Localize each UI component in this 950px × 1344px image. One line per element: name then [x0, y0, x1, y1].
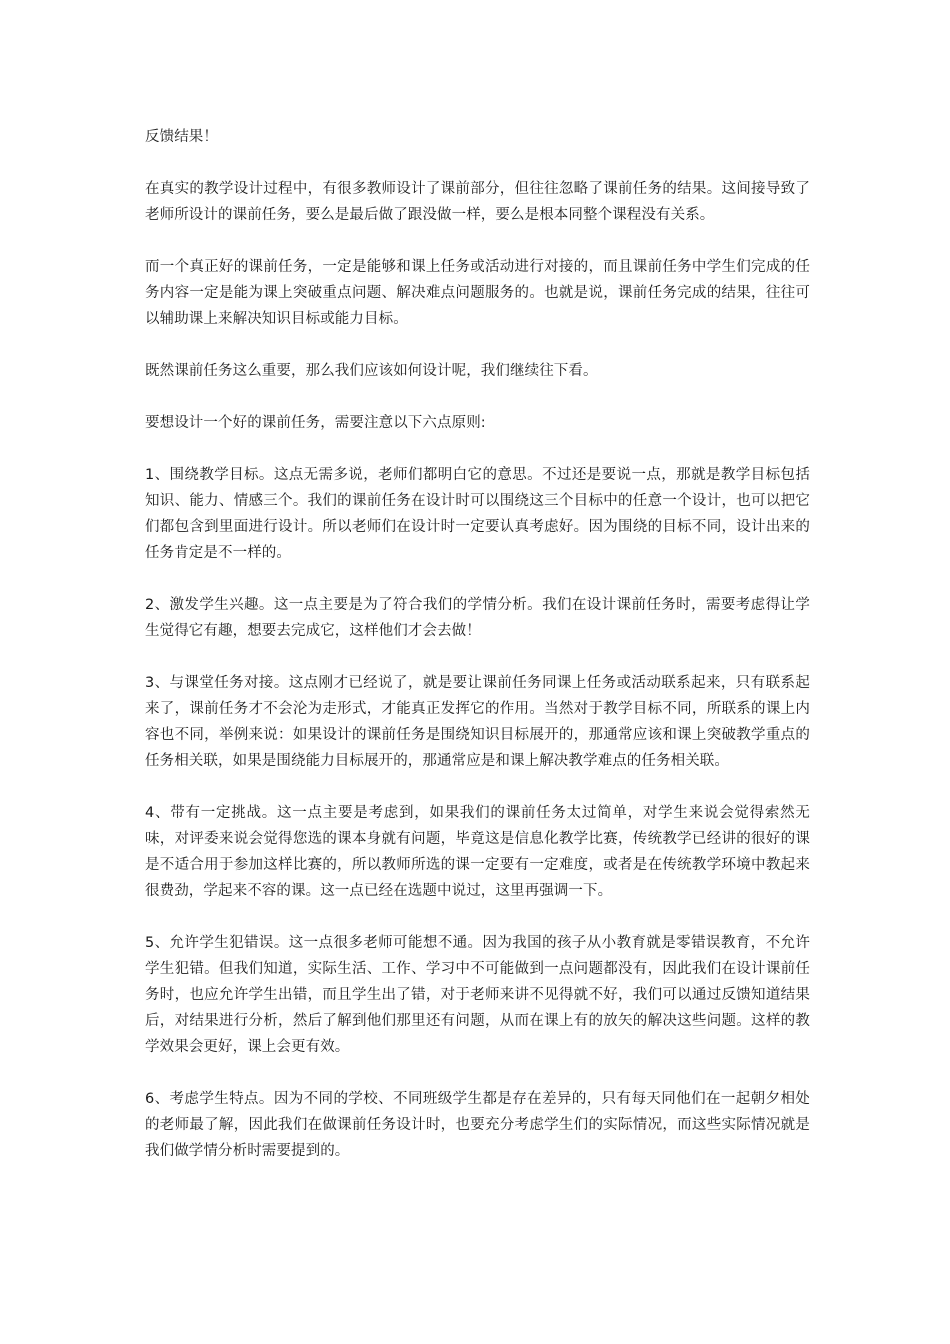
paragraph-feedback-result: 反馈结果！	[145, 129, 218, 145]
paragraph-principle-2: 2、激发学生兴趣。这一点主要是为了符合我们的学情分析。我们在设计课前任务时，需要考虑得让学生觉得它有趣，想要去完成它，这样他们才会去做！	[145, 597, 810, 639]
paragraph-principle-6: 6、考虑学生特点。因为不同的学校、不同班级学生都是存在差异的，只有每天同他们在一起朝夕相处的老师最了解，因此我们在做课前任务设计时，也要充分考虑学生们的实际情况，而这些实际情况就是我们做学情分析时需要提到的。	[145, 1091, 810, 1159]
paragraph-principle-5: 5、允许学生犯错误。这一点很多老师可能想不通。因为我国的孩子从小教育就是零错误教育，不允许学生犯错。但我们知道，实际生活、工作、学习中不可能做到一点问题都没有，因此我们在设计课前任务时，也应允许学生出错，而且学生出了错，对于老师来讲不见得就不好，我们可以通过反馈知道结果后，对结果进行分析，然后了解到他们那里还有问题，从而在课上有的放矢的解决这些问题。这样的教学效果会更好，课上会更有效。	[145, 935, 810, 1055]
paragraph-principle-3: 3、与课堂任务对接。这点刚才已经说了，就是要让课前任务同课上任务或活动联系起来，只有联系起来了，课前任务才不会沦为走形式，才能真正发挥它的作用。当然对于教学目标不同，所联系的课上内容也不同，举例来说：如果设计的课前任务是围绕知识目标展开的，那通常应该和课上突破教学重点的任务相关联，如果是围绕能力目标展开的，那通常应是和课上解决教学难点的任务相关联。	[145, 675, 810, 769]
paragraph-principle-1: 1、围绕教学目标。这点无需多说，老师们都明白它的意思。不过还是要说一点，那就是教学目标包括知识、能力、情感三个。我们的课前任务在设计时可以围绕这三个目标中的任意一个设计，也可以把它们都包含到里面进行设计。所以老师们在设计时一定要认真考虑好。因为围绕的目标不同，设计出来的任务肯定是不一样的。	[145, 467, 810, 561]
paragraph-intro: 在真实的教学设计过程中，有很多教师设计了课前部分，但往往忽略了课前任务的结果。这间接导致了老师所设计的课前任务，要么是最后做了跟没做一样，要么是根本同整个课程没有关系。	[145, 181, 810, 223]
paragraph-principle-4: 4、带有一定挑战。这一点主要是考虑到，如果我们的课前任务太过简单，对学生来说会觉得索然无味，对评委来说会觉得您选的课本身就有问题，毕竟这是信息化教学比赛，传统教学已经讲的很好的课是不适合用于参加这样比赛的，所以教师所选的课一定要有一定难度，或者是在传统教学环境中教起来很费劲，学起来不容的课。这一点已经在选题中说过，这里再强调一下。	[145, 805, 810, 899]
paragraph-good-pre-class-task: 而一个真正好的课前任务，一定是能够和课上任务或活动进行对接的，而且课前任务中学生们完成的任务内容一定是能为课上突破重点问题、解决难点问题服务的。也就是说，课前任务完成的结果，往往可以辅助课上来解决知识目标或能力目标。	[145, 259, 810, 327]
document-body	[145, 124, 810, 1190]
paragraph-six-principles: 要想设计一个好的课前任务，需要注意以下六点原则:	[145, 415, 486, 431]
paragraph-how-to-design: 既然课前任务这么重要，那么我们应该如何设计呢，我们继续往下看。	[145, 363, 598, 379]
